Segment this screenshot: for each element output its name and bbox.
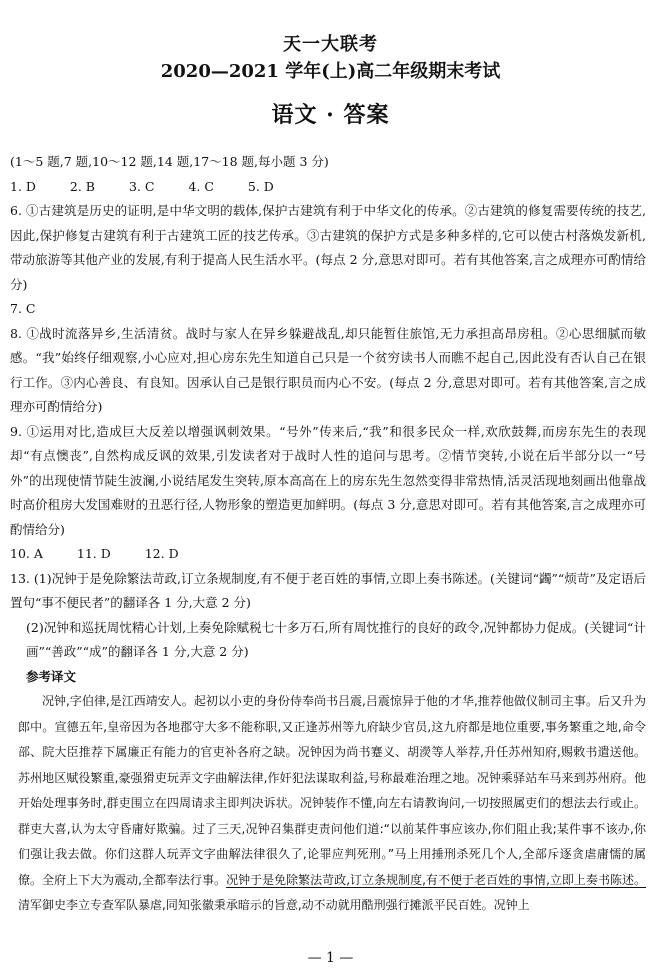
translation-underlined-sentence: 况钟于是免除繁法苛政,订立条规制度,有不便于老百姓的事情,立即上奏书陈述。 <box>226 872 646 887</box>
answer-q10: 10. A <box>10 546 43 561</box>
answers-10-12 <box>10 542 646 567</box>
answer-q11: 11. D <box>76 546 111 561</box>
answer-q13-part1: 13. (1)况钟于是免除繁法苛政,订立条规制度,有不便于老百姓的事情,立即上奏书陈述。(关键词“蠲”“烦苛”及定语后置句“事不便民者”的翻译各 1 分,大意 2 分) <box>10 570 646 610</box>
answer-q12: 12. D <box>144 546 179 561</box>
translation-continuation: 清军御史李立专查军队暴虐,同知张徽秉承暗示的旨意,动不动就用酷刑强行摊派平民百姓。况钟上 <box>18 898 530 912</box>
answer-q9: 9. ①运用对比,造成巨大反差以增强讽刺效果。“号外”传来后,“我”和很多民众一样,欢欣鼓舞,而房东先生的表现却“有点懊丧”,自然构成反讽的效果,引发读者对于战时人性的追问与思考。②情节突转,小说在后半部分以一“号外”的出现使情节陡生波澜,小说结尾发生突转,原本高高在上的房东先生忽然变得非常热情,活灵活现地刻画出他靠战时高价租房大发国难财的丑恶行径,人物形象的塑造更加鲜明。(每点 3 分,意思对即可。若有其他答案,言之成理亦可酌情给分) <box>10 423 646 537</box>
page-number: — 1 — <box>307 950 354 966</box>
exam-name: 天一大联考 <box>283 34 378 55</box>
answer-q6: 6. ①古建筑是历史的证明,是中华文明的载体,保护古建筑有利于中华文化的传承。②古建筑的修复需要传统的技艺,因此,保护修复古建筑有利于古建筑工匠的技艺传承。③古建筑的保护方式是多种多样的,它可以使古村落焕发新机,带动旅游等其他产业的发展,有利于提高人民生活水平。(每点 2 分,意思对即可。若有其他答案,言之成理亦可酌情给分) <box>10 203 646 292</box>
answer-body <box>10 150 646 919</box>
subject-title: 语文 · 答案 <box>271 102 390 128</box>
answer-q4: 4. C <box>188 178 214 194</box>
translation-heading: 参考译文 <box>26 668 77 684</box>
answer-q3: 3. C <box>128 178 155 194</box>
answer-q1: 1. D <box>10 178 36 194</box>
translation-text: 况钟,字伯律,是江西靖安人。起初以小吏的身份侍奉尚书吕震,吕震惊异于他的才华,推荐他做仪制司主事。后又升为郎中。宣德五年,皇帝因为各地郡守大多不能称职,又正逢苏州等九府缺少官员,这九府都是地位重要,事务繁重之地,命令部、院大臣推荐下属廉正有能力的官吏补各府之缺。况钟因为尚书蹇义、胡濙等人举荐,升任苏州知府,赐敕书遣送他。苏州地区赋役繁重,豪强猾吏玩弄文字曲解法律,作奸犯法谋取利益,号称最难治理之地。况钟乘驿站车马来到苏州府。他开始处理事务时,群吏围立在四周请求主即判决诉状。况钟装作不懂,向左右请教询问,一切按照属吏们的想法去行或止。群吏大喜,认为太守昏庸好欺骗。过了三天,况钟召集群吏责问他们道:“以前某件事应该办,你们阻止我;某件事不该办,你们强让我去做。你们这群人玩弄文字曲解法律很久了,论罪应判死刑。”马上用捶刑杀死几个人,全部斥逐贪虐庸懦的属僚。全府上下大为震动,全都奉法行事。 <box>18 694 646 887</box>
exam-title: 2020—2021 学年(上)高二年级期末考试 <box>160 61 501 82</box>
answer-q7: 7. C <box>10 301 36 316</box>
answer-q5: 5. D <box>247 178 274 194</box>
answer-q2: 2. B <box>69 178 95 194</box>
answer-q8: 8. ①战时流落异乡,生活清贫。战时与家人在异乡躲避战乱,却只能暂住旅馆,无力承担高昂房租。②心思细腻而敏感。“我”始终仔细观察,小心应对,担心房东先生知道自己只是一个贫穷读书人而瞧不起自己,因此没有否认自己在银行工作。③内心善良、有良知。因承认自己是银行职员而内心不安。(每点 2 分,意思对即可。若有其他答案,言之成理亦可酌情给分) <box>10 325 646 414</box>
answers-1-5 <box>10 175 646 200</box>
scoring-note: (1～5 题,7 题,10～12 题,14 题,17～18 题,每小题 3 分) <box>10 154 329 169</box>
reference-translation <box>10 689 646 919</box>
answer-q13-part2: (2)况钟和巡抚周忱精心计划,上奏免除赋税七十多万石,所有周忱推行的良好的政令,况钟都协力促成。(关键词“计画”“善政”“成”的翻译各 1 分,大意 2 分) <box>26 619 646 659</box>
